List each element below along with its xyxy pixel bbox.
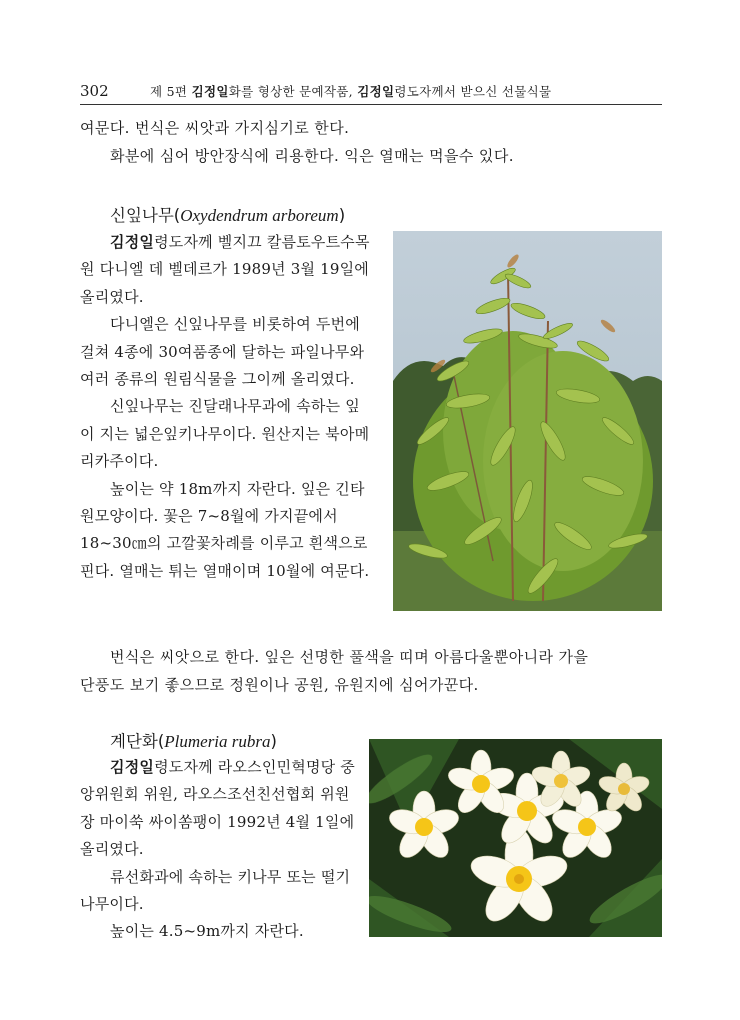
section2-paragraph-3: 높이는 4.5~9m까지 자란다.: [110, 922, 304, 941]
title-close: ): [270, 732, 277, 751]
section-title-oxydendrum: [110, 202, 345, 226]
section1-paragraph-3: 신잎나무는 진달래나무과에 속하는 잎이 지는 넓은잎키나무이다. 원산지는 북아메리카주이다.: [80, 397, 370, 471]
section2-paragraph-1: [80, 754, 356, 864]
title-close: ): [338, 206, 346, 225]
section1-text-column: [80, 229, 372, 585]
paragraph-text: 령도자께 라오스인민혁명당 중앙위원회 위원, 라오스조선친선협회 위원장 마이쑥 싸이쏨팽이 1992년 4월 1일에 올리였다.: [80, 758, 355, 859]
running-title-prefix: 제 5편: [150, 84, 192, 99]
intro-line-1: 여문다. 번식은 씨앗과 가지심기로 한다.: [80, 119, 350, 137]
paragraph-text: 령도자께 벨지끄 칼름토우트수목원 다니엘 데 벨데르가 1989년 3월 19일에 올리였다.: [80, 233, 370, 306]
running-header: [80, 80, 662, 105]
plumeria-photo: [369, 739, 662, 937]
title-latin: Oxydendrum arboreum: [180, 206, 339, 225]
title-korean: 신잎나무(: [110, 206, 181, 225]
section2-paragraph-2: 류선화과에 속하는 키나무 또는 떨기나무이다.: [80, 867, 351, 914]
leader-name: 김정일: [110, 758, 155, 776]
title-korean: 계단화(: [110, 732, 165, 751]
page-number: 302: [80, 82, 109, 100]
title-latin: Plumeria rubra: [164, 732, 271, 751]
section1-paragraph-5-line-1: 번식은 씨앗으로 한다. 잎은 선명한 풀색을 띠며 아름다울뿐아니라 가을: [110, 648, 589, 666]
running-title-middle: 화를 형상한 문예작품,: [228, 84, 358, 99]
section1-paragraph-4: 높이는 약 18m까지 자란다. 잎은 긴타원모양이다. 꽃은 7~8월에 가지끝에서 18~30㎝의 고깔꽃차례를 이루고 흰색으로 핀다. 열매는 튀는 열매이며 10월에 여문다.: [80, 479, 370, 580]
running-title-name: 김정일: [191, 84, 229, 99]
running-title-suffix: 령도자께서 받으신 선물식물: [394, 84, 552, 99]
section-title-plumeria: [110, 728, 277, 752]
intro-line-2: 화분에 심어 방안장식에 리용한다. 익은 열매는 먹을수 있다.: [110, 147, 514, 165]
oxydendrum-photo: [393, 231, 662, 611]
section1-paragraph-5-line-2: 단풍도 보기 좋으므로 정원이나 공원, 유원지에 심어가꾼다.: [80, 676, 479, 694]
leader-name: 김정일: [110, 233, 155, 251]
section1-paragraph-2: 다니엘은 신잎나무를 비롯하여 두번에 걸쳐 4종에 30여품종에 달하는 파일나무와 여러 종류의 원림식물을 그이께 올리였다.: [80, 315, 365, 389]
running-title: [150, 82, 551, 100]
running-title-name: 김정일: [357, 84, 395, 99]
section2-text-column: [80, 754, 356, 946]
section1-paragraph-1: [80, 229, 372, 311]
